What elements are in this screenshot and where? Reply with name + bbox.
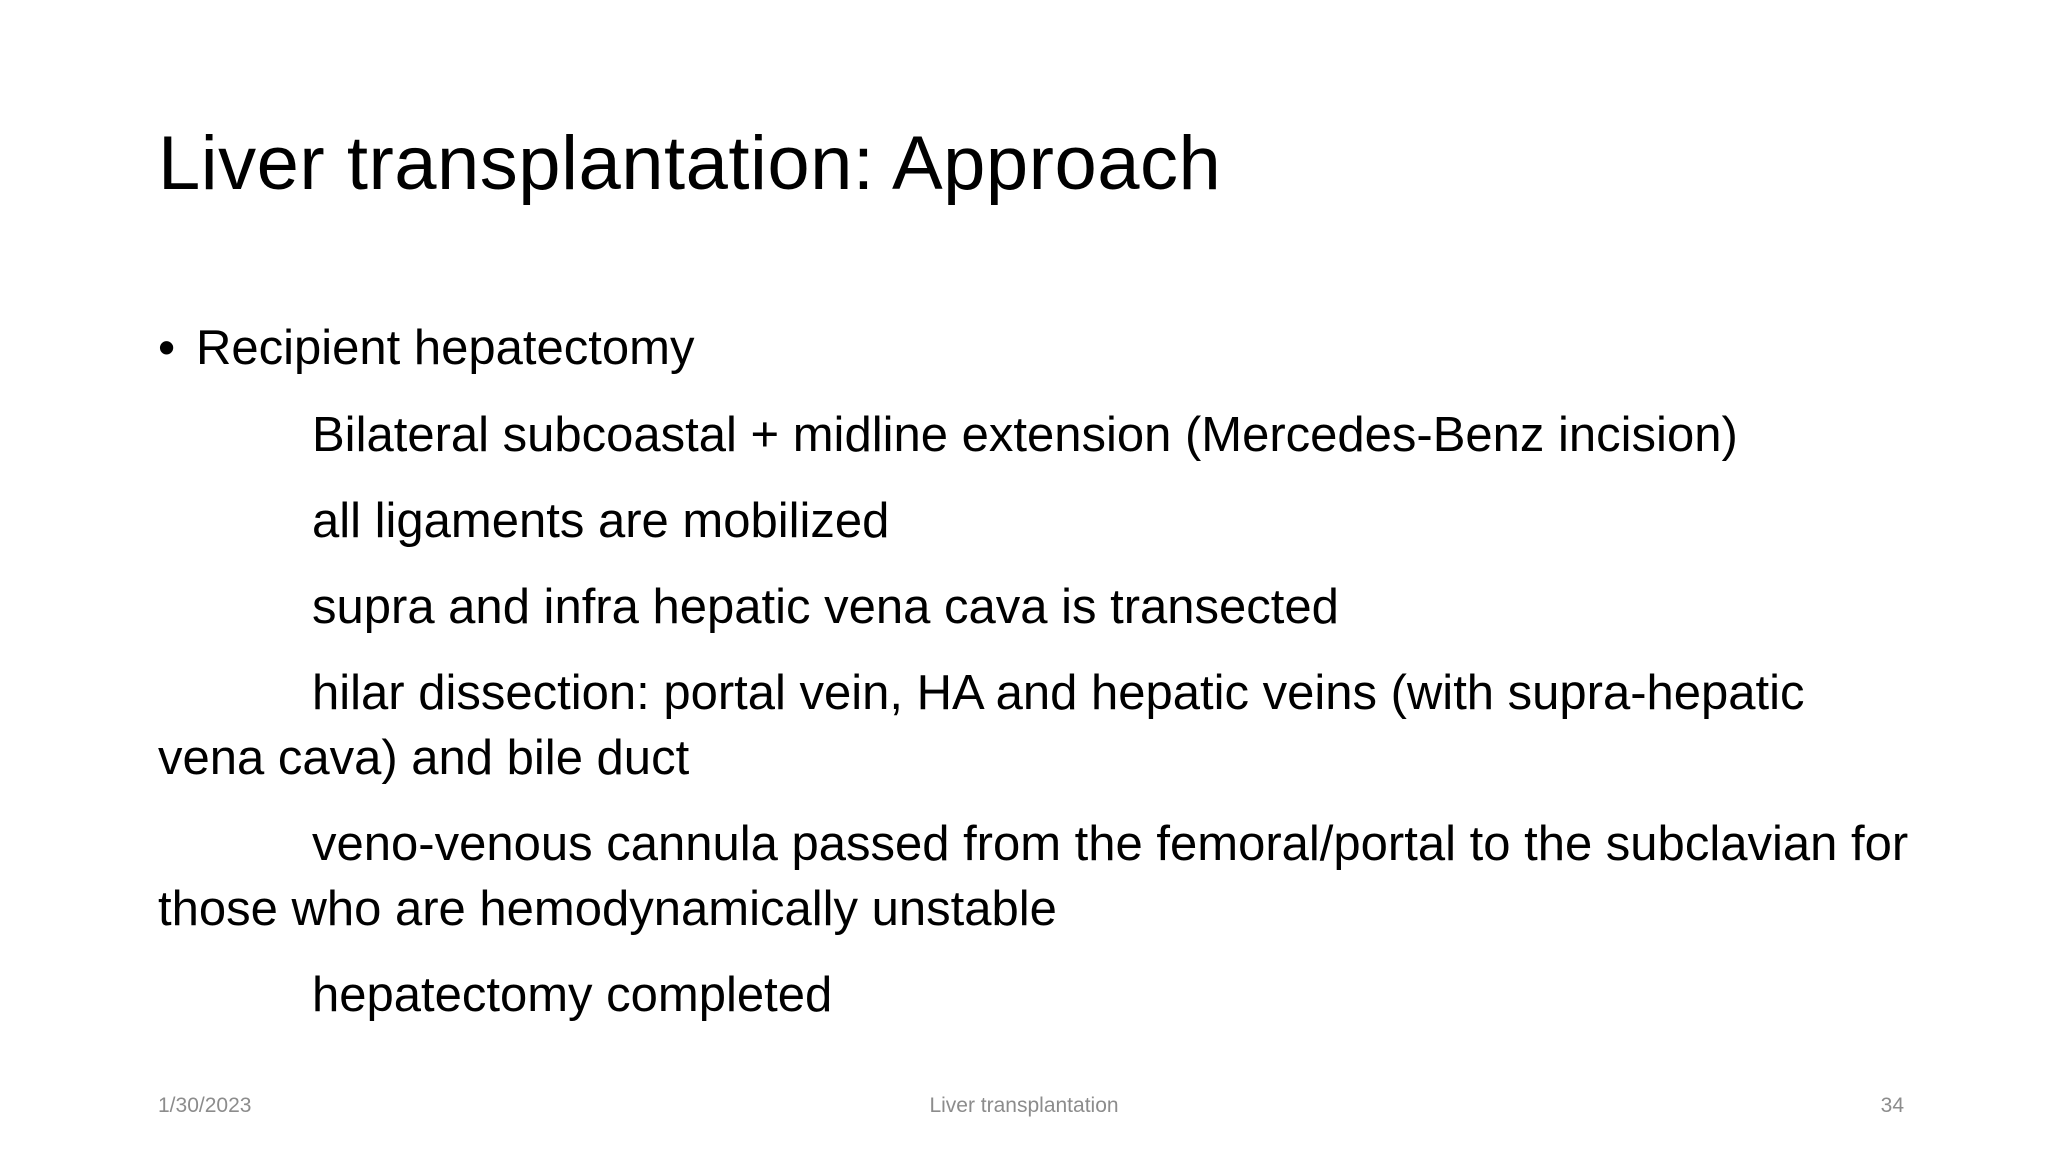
footer-title: Liver transplantation xyxy=(929,1094,1119,1117)
page-number: 34 xyxy=(1880,1094,1904,1117)
slide-content xyxy=(158,316,1918,1049)
slide-title: Liver transplantation: Approach xyxy=(158,121,1222,206)
content-paragraph-completed: hepatectomy completed xyxy=(312,968,833,1022)
bullet-marker: • xyxy=(158,321,176,375)
content-paragraph-hilar-dissection: hilar dissection: portal vein, HA and hepatic veins (with supra-hepatic vena cava) and bile duct xyxy=(158,666,1805,785)
bullet-text: Recipient hepatectomy xyxy=(196,321,695,375)
content-paragraph-incision: Bilateral subcoastal + midline extension (Mercedes-Benz incision) xyxy=(312,408,1738,462)
footer-date: 1/30/2023 xyxy=(158,1094,252,1117)
content-paragraph-vena-cava: supra and infra hepatic vena cava is transected xyxy=(312,580,1339,634)
content-paragraph-cannula: veno-venous cannula passed from the femoral/portal to the subclavian for those who are hemodynamically unstable xyxy=(158,817,1909,936)
content-paragraph-ligaments: all ligaments are mobilized xyxy=(312,494,890,548)
bullet-item xyxy=(158,316,1918,381)
